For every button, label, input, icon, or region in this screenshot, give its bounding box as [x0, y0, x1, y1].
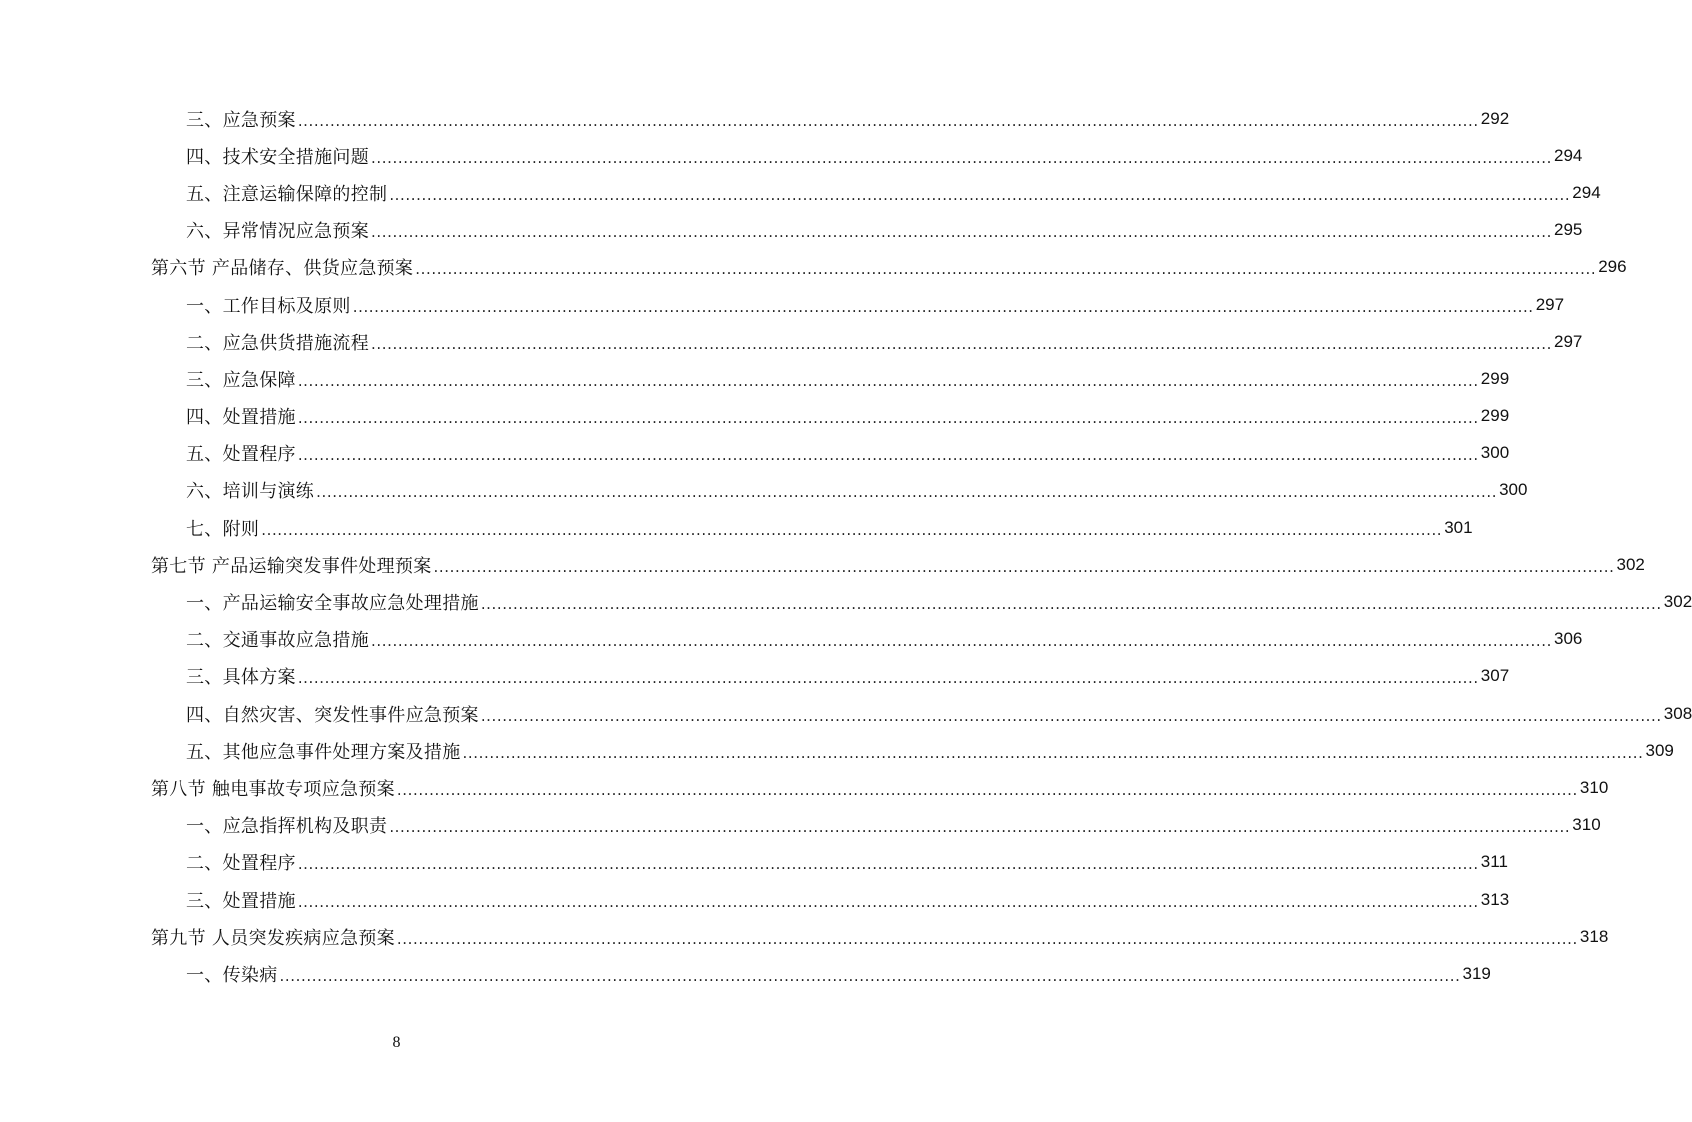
- toc-dot-leader: ............................................................................................................................................................................................................................: [297, 855, 1479, 874]
- toc-subsection-entry[interactable]: [0, 583, 1692, 620]
- toc-entry-page-number: 311: [1480, 852, 1508, 872]
- toc-entry-title: 一、应急指挥机构及职责: [186, 816, 388, 838]
- toc-entry-title: 四、技术安全措施问题: [186, 146, 369, 168]
- toc-dot-leader: ............................................................................................................................................................................................................................: [462, 743, 1644, 762]
- toc-entry-page-number: 300: [1480, 443, 1510, 463]
- toc-dot-leader: ............................................................................................................................................................................................................................: [371, 148, 1552, 167]
- toc-entry-page-number: 318: [1579, 926, 1609, 946]
- toc-subsection-entry[interactable]: [0, 360, 1510, 397]
- toc-entry-title: 一、传染病: [186, 964, 278, 986]
- toc-entry-page-number: 297: [1553, 331, 1583, 351]
- toc-entry-title: 第七节 产品运输突发事件处理预案: [151, 555, 432, 577]
- toc-subsection-entry[interactable]: [0, 881, 1510, 918]
- toc-dot-leader: ............................................................................................................................................................................................................................: [297, 669, 1479, 688]
- toc-entry-title: 三、具体方案: [186, 667, 296, 689]
- toc-section-entry[interactable]: [0, 249, 1627, 286]
- toc-section-entry[interactable]: [0, 546, 1645, 583]
- toc-subsection-entry[interactable]: [0, 212, 1583, 249]
- toc-entry-title: 三、应急预案: [186, 109, 296, 131]
- toc-section-entry[interactable]: [0, 918, 1609, 955]
- toc-entry-page-number: 310: [1572, 815, 1601, 835]
- toc-dot-leader: ............................................................................................................................................................................................................................: [389, 818, 1571, 837]
- toc-entry-page-number: 295: [1553, 220, 1583, 240]
- toc-entry-title: 第六节 产品储存、供货应急预案: [151, 258, 414, 280]
- toc-entry-title: 二、应急供货措施流程: [186, 332, 369, 354]
- toc-dot-leader: ............................................................................................................................................................................................................................: [297, 892, 1479, 911]
- toc-entry-title: 五、注意运输保障的控制: [186, 183, 388, 205]
- toc-dot-leader: ............................................................................................................................................................................................................................: [279, 966, 1461, 985]
- toc-dot-leader: ............................................................................................................................................................................................................................: [389, 185, 1571, 204]
- toc-entry-title: 一、产品运输安全事故应急处理措施: [186, 593, 479, 615]
- toc-entry-page-number: 294: [1553, 145, 1583, 165]
- toc-dot-leader: ............................................................................................................................................................................................................................: [297, 111, 1479, 130]
- toc-dot-leader: ............................................................................................................................................................................................................................: [415, 260, 1597, 279]
- toc-subsection-entry[interactable]: [0, 174, 1601, 211]
- toc-dot-leader: ............................................................................................................................................................................................................................: [352, 297, 1534, 316]
- toc-dot-leader: ............................................................................................................................................................................................................................: [396, 780, 1578, 799]
- toc-entry-page-number: 299: [1480, 368, 1510, 388]
- toc-subsection-entry[interactable]: [0, 137, 1583, 174]
- toc-entry-title: 第九节 人员突发疾病应急预案: [151, 927, 395, 949]
- toc-subsection-entry[interactable]: [0, 323, 1583, 360]
- toc-entry-title: 第八节 触电事故专项应急预案: [151, 778, 395, 800]
- toc-entry-page-number: 302: [1663, 592, 1692, 612]
- toc-entry-page-number: 299: [1480, 406, 1510, 426]
- toc-dot-leader: ............................................................................................................................................................................................................................: [433, 557, 1615, 576]
- toc-entry-title: 七、附则: [186, 518, 260, 540]
- toc-entry-title: 二、交通事故应急措施: [186, 630, 369, 652]
- toc-entry-page-number: 294: [1572, 182, 1601, 202]
- toc-entry-page-number: 301: [1444, 517, 1473, 537]
- toc-subsection-entry[interactable]: [0, 732, 1674, 769]
- toc-entry-page-number: 300: [1499, 480, 1528, 500]
- toc-subsection-entry[interactable]: [0, 509, 1473, 546]
- toc-entry-page-number: 307: [1480, 666, 1510, 686]
- toc-dot-leader: ............................................................................................................................................................................................................................: [297, 409, 1479, 428]
- toc-entry-title: 三、应急保障: [186, 369, 296, 391]
- toc-subsection-entry[interactable]: [0, 658, 1510, 695]
- toc-subsection-entry[interactable]: [0, 695, 1692, 732]
- toc-dot-leader: ............................................................................................................................................................................................................................: [371, 334, 1552, 353]
- toc-entry-page-number: 309: [1645, 740, 1674, 760]
- toc-subsection-entry[interactable]: [0, 955, 1491, 992]
- toc-entry-page-number: 306: [1553, 629, 1583, 649]
- toc-subsection-entry[interactable]: [0, 100, 1510, 137]
- toc-subsection-entry[interactable]: [0, 621, 1583, 658]
- page-number: 8: [392, 1034, 401, 1051]
- toc-dot-leader: ............................................................................................................................................................................................................................: [297, 371, 1479, 390]
- table-of-contents: [0, 100, 1692, 993]
- toc-entry-title: 三、处置措施: [186, 890, 296, 912]
- toc-entry-title: 五、其他应急事件处理方案及措施: [186, 741, 461, 763]
- toc-subsection-entry[interactable]: [0, 286, 1565, 323]
- toc-dot-leader: ............................................................................................................................................................................................................................: [371, 223, 1552, 242]
- toc-subsection-entry[interactable]: [0, 844, 1508, 881]
- toc-section-entry[interactable]: [0, 769, 1609, 806]
- toc-dot-leader: ............................................................................................................................................................................................................................: [261, 520, 1443, 539]
- toc-subsection-entry[interactable]: [0, 435, 1510, 472]
- toc-entry-page-number: 310: [1579, 777, 1609, 797]
- toc-entry-title: 六、培训与演练: [186, 481, 315, 503]
- toc-entry-title: 二、处置程序: [186, 853, 296, 875]
- toc-subsection-entry[interactable]: [0, 398, 1510, 435]
- toc-entry-title: 四、处置措施: [186, 407, 296, 429]
- toc-entry-page-number: 302: [1616, 554, 1645, 574]
- toc-entry-page-number: 296: [1598, 257, 1627, 277]
- toc-entry-title: 四、自然灾害、突发性事件应急预案: [186, 704, 479, 726]
- toc-dot-leader: ............................................................................................................................................................................................................................: [297, 446, 1479, 465]
- toc-dot-leader: ............................................................................................................................................................................................................................: [480, 706, 1662, 725]
- toc-entry-page-number: 313: [1480, 889, 1510, 909]
- toc-entry-page-number: 292: [1480, 108, 1510, 128]
- toc-subsection-entry[interactable]: [0, 472, 1528, 509]
- toc-entry-page-number: 308: [1663, 703, 1692, 723]
- toc-entry-page-number: 297: [1535, 294, 1565, 314]
- toc-subsection-entry[interactable]: [0, 807, 1601, 844]
- toc-entry-page-number: 319: [1462, 963, 1491, 983]
- toc-dot-leader: ............................................................................................................................................................................................................................: [396, 929, 1578, 948]
- toc-dot-leader: ............................................................................................................................................................................................................................: [371, 632, 1552, 651]
- toc-entry-title: 六、异常情况应急预案: [186, 221, 369, 243]
- toc-dot-leader: ............................................................................................................................................................................................................................: [480, 595, 1662, 614]
- toc-entry-title: 一、工作目标及原则: [186, 295, 351, 317]
- toc-dot-leader: ............................................................................................................................................................................................................................: [316, 483, 1498, 502]
- toc-entry-title: 五、处置程序: [186, 444, 296, 466]
